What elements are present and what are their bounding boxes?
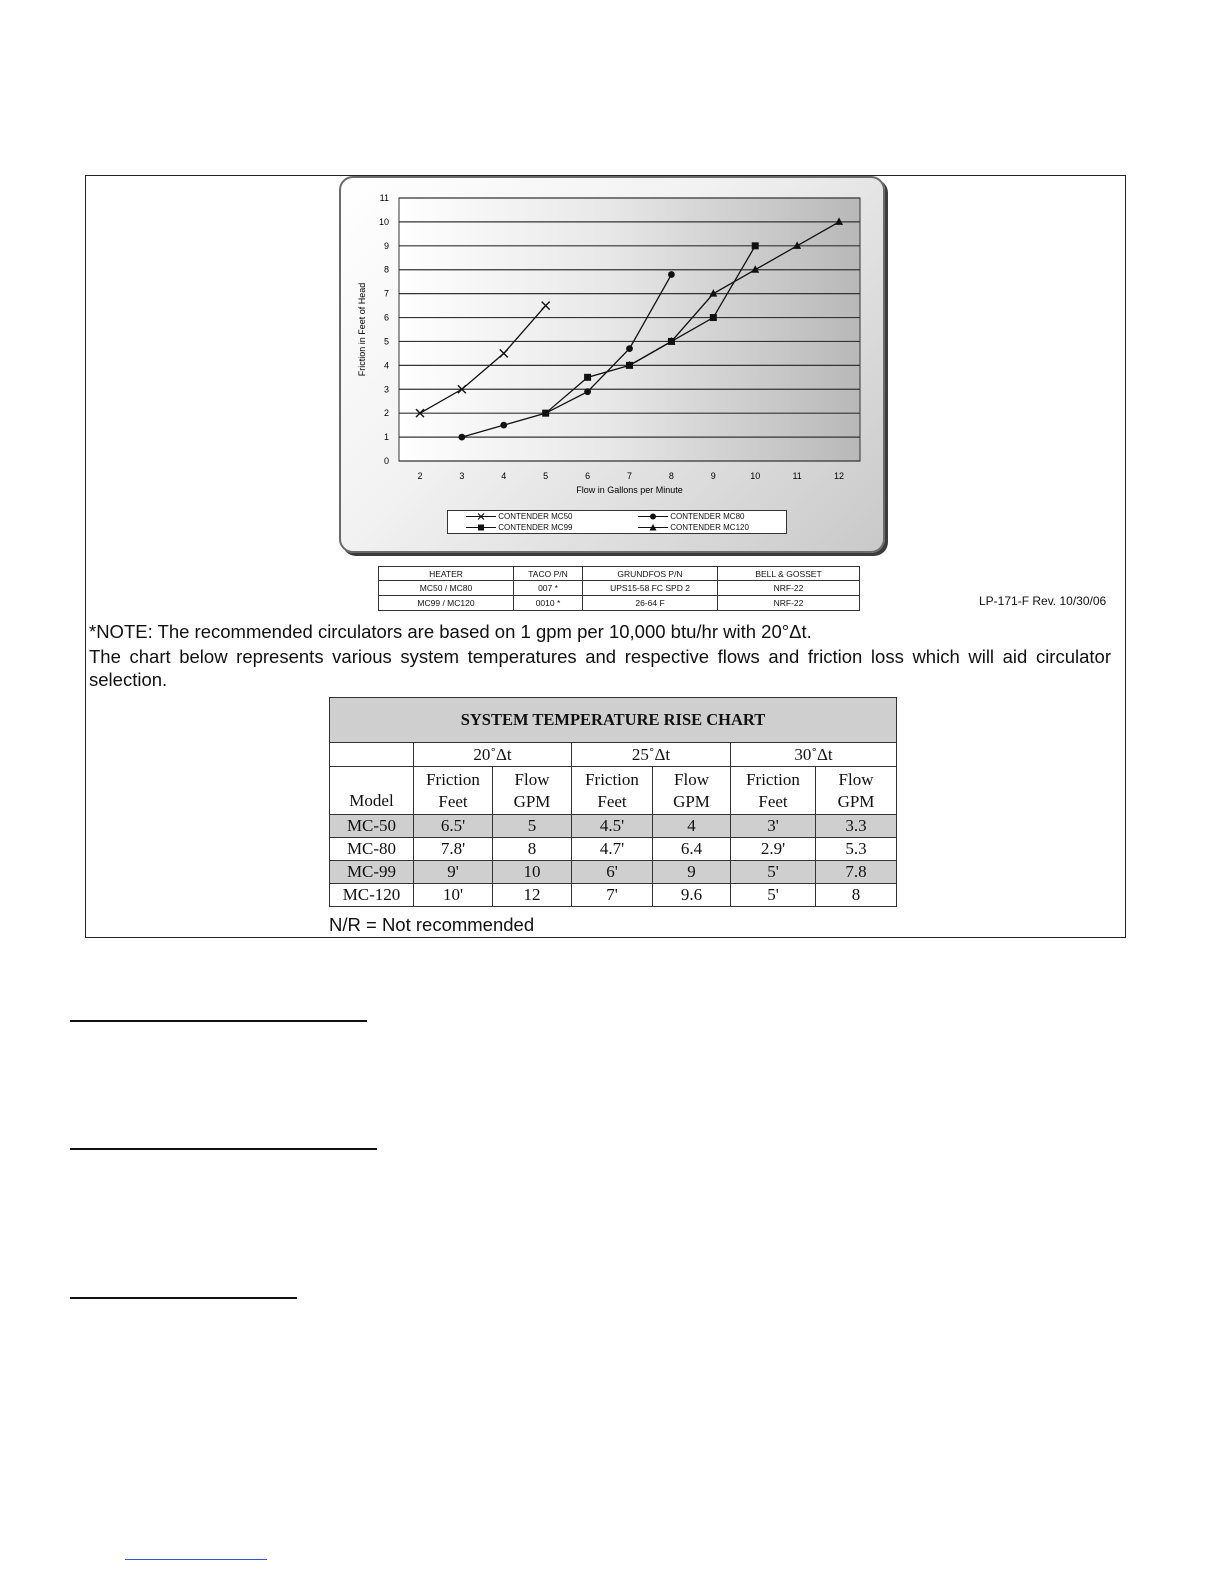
link-underline xyxy=(125,1559,267,1560)
data-point xyxy=(626,345,633,352)
chart-legend xyxy=(447,510,787,534)
data-point xyxy=(752,242,759,249)
friction-chart-panel xyxy=(339,176,885,553)
flow-header: Flow GPM xyxy=(493,767,572,815)
note-line: *NOTE: The recommended circulators are based on 1 gpm per 10,000 btu/hr with 20°Δt. xyxy=(89,621,812,642)
table-cell: 007 * xyxy=(514,581,583,596)
table-row xyxy=(330,861,897,884)
square-marker-icon xyxy=(466,523,496,532)
table-title-row xyxy=(330,698,897,743)
header-cell: TACO P/N xyxy=(514,567,583,581)
data-point xyxy=(668,271,675,278)
y-tick-label: 7 xyxy=(383,288,389,299)
table-row xyxy=(330,884,897,907)
table-cell: 6.4 xyxy=(653,838,731,861)
blank-line-2 xyxy=(70,1148,377,1150)
table-cell: 26-64 F xyxy=(583,596,718,611)
table-cell: 10 xyxy=(493,861,572,884)
not-recommended-note: N/R = Not recommended xyxy=(329,914,535,935)
table-row xyxy=(330,815,897,838)
friction-chart xyxy=(341,178,887,555)
x-tick-label: 10 xyxy=(750,471,761,481)
y-axis-label: Friction in Feet of Head xyxy=(357,282,367,377)
table-cell: 8 xyxy=(493,838,572,861)
header-cell: GRUNDFOS P/N xyxy=(583,567,718,581)
y-tick-label: 4 xyxy=(383,360,389,371)
y-tick-label: 2 xyxy=(383,408,389,419)
circulator-table xyxy=(378,566,860,611)
x-tick-label: 3 xyxy=(459,471,465,481)
x-tick-label: 6 xyxy=(585,471,591,481)
y-tick-label: 0 xyxy=(383,456,389,466)
group-header: 20˚Δt xyxy=(414,743,572,767)
table-cell: 5 xyxy=(493,815,572,838)
table-row xyxy=(379,581,860,596)
table-cell: MC50 / MC80 xyxy=(379,581,514,596)
table-cell: 9' xyxy=(414,861,493,884)
circulator-table-header xyxy=(379,567,860,581)
table-title: SYSTEM TEMPERATURE RISE CHART xyxy=(330,698,897,743)
column-header-row xyxy=(330,767,897,815)
x-tick-label: 2 xyxy=(417,471,423,481)
header-cell: HEATER xyxy=(379,567,514,581)
y-tick-label: 8 xyxy=(383,264,389,275)
group-header: 30˚Δt xyxy=(731,743,897,767)
friction-header: Friction Feet xyxy=(731,767,816,815)
table-cell: 9 xyxy=(653,861,731,884)
model-cell: MC-50 xyxy=(330,815,414,838)
x-tick-label: 4 xyxy=(501,471,507,481)
flow-header: Flow GPM xyxy=(816,767,897,815)
data-point xyxy=(584,374,591,381)
table-cell: 5' xyxy=(731,884,816,907)
legend-label: CONTENDER MC50 xyxy=(498,512,573,521)
table-cell: 9.6 xyxy=(653,884,731,907)
legend-item-mc99 xyxy=(466,523,572,533)
table-cell: 6' xyxy=(572,861,653,884)
x-tick-label: 11 xyxy=(792,471,802,481)
circle-marker-icon xyxy=(638,512,668,521)
y-tick-label: 3 xyxy=(383,384,389,395)
x-tick-label: 8 xyxy=(668,471,674,481)
data-point xyxy=(500,422,507,429)
data-point xyxy=(710,314,717,321)
table-cell: 5.3 xyxy=(816,838,897,861)
table-cell: 7.8' xyxy=(414,838,493,861)
x-axis-label: Flow in Gallons per Minute xyxy=(576,485,683,495)
legend-item-mc120 xyxy=(638,523,749,533)
revision-label: LP-171-F Rev. 10/30/06 xyxy=(979,594,1107,608)
table-cell: 7' xyxy=(572,884,653,907)
y-tick-label: 11 xyxy=(379,193,389,203)
note-paragraph: The chart below represents various system temperatures and respective flows and friction loss which will aid circulator selection. xyxy=(89,646,1111,690)
table-cell: 7.8 xyxy=(816,861,897,884)
table-cell: 5' xyxy=(731,861,816,884)
table-cell: 4 xyxy=(653,815,731,838)
legend-item-mc80 xyxy=(638,512,744,522)
figure-frame xyxy=(85,175,1126,938)
table-cell: 4.5' xyxy=(572,815,653,838)
empty-cell xyxy=(330,743,414,767)
flow-header: Flow GPM xyxy=(653,767,731,815)
table-cell: 2.9' xyxy=(731,838,816,861)
table-row xyxy=(379,596,860,611)
blank-line-1 xyxy=(70,1020,367,1022)
table-cell: 4.7' xyxy=(572,838,653,861)
table-cell: NRF-22 xyxy=(718,581,860,596)
y-tick-label: 1 xyxy=(383,432,389,443)
plot-area xyxy=(399,198,860,461)
x-marker-icon xyxy=(466,512,496,521)
table-cell: 3' xyxy=(731,815,816,838)
y-tick-label: 10 xyxy=(378,216,389,227)
legend-label: CONTENDER MC80 xyxy=(670,512,745,521)
x-tick-label: 12 xyxy=(834,471,845,481)
table-cell: 3.3 xyxy=(816,815,897,838)
model-cell: MC-120 xyxy=(330,884,414,907)
table-cell: UPS15-58 FC SPD 2 xyxy=(583,581,718,596)
x-tick-label: 7 xyxy=(626,471,633,481)
friction-header: Friction Feet xyxy=(572,767,653,815)
legend-item-mc50 xyxy=(466,512,572,522)
x-tick-label: 5 xyxy=(543,471,549,481)
table-row xyxy=(330,838,897,861)
table-cell: 8 xyxy=(816,884,897,907)
data-point xyxy=(542,410,549,417)
data-point xyxy=(458,434,465,441)
table-cell: 12 xyxy=(493,884,572,907)
group-header: 25˚Δt xyxy=(572,743,731,767)
table-cell: 10' xyxy=(414,884,493,907)
x-tick-label: 9 xyxy=(710,471,716,481)
y-tick-label: 5 xyxy=(383,336,389,347)
model-cell: MC-99 xyxy=(330,861,414,884)
legend-label: CONTENDER MC120 xyxy=(670,523,749,532)
header-cell: BELL & GOSSET xyxy=(718,567,860,581)
model-cell: MC-80 xyxy=(330,838,414,861)
table-cell: 0010 * xyxy=(514,596,583,611)
temperature-rise-table xyxy=(329,697,897,907)
y-tick-label: 9 xyxy=(383,240,389,251)
legend-label: CONTENDER MC99 xyxy=(498,523,573,532)
triangle-marker-icon xyxy=(638,523,668,532)
table-cell: NRF-22 xyxy=(718,596,860,611)
table-cell: 6.5' xyxy=(414,815,493,838)
friction-header: Friction Feet xyxy=(414,767,493,815)
table-cell: MC99 / MC120 xyxy=(379,596,514,611)
group-header-row xyxy=(330,743,897,767)
blank-line-3 xyxy=(70,1297,297,1299)
model-header: Model xyxy=(330,767,414,815)
data-point xyxy=(584,388,591,395)
y-tick-label: 6 xyxy=(383,312,389,323)
